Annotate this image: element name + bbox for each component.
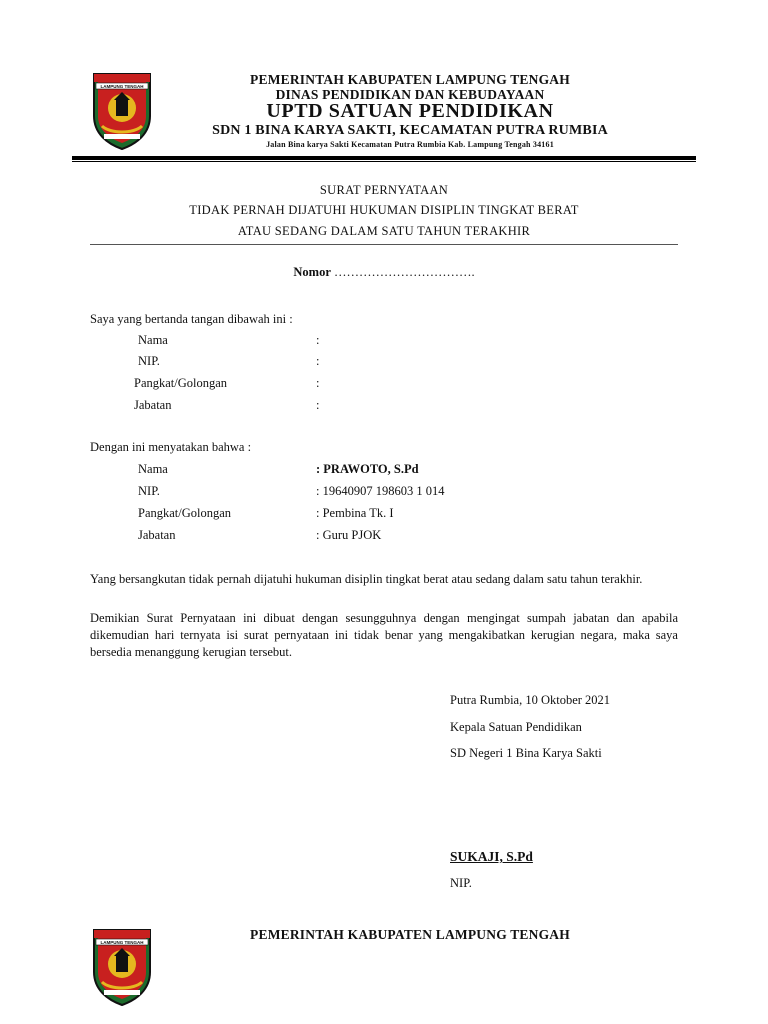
- next-page-header: PEMERINTAH KABUPATEN LAMPUNG TENGAH: [250, 927, 570, 942]
- signer-intro: Saya yang bertanda tangan dibawah ini :: [90, 312, 293, 326]
- signer-nip: NIP.: [450, 876, 472, 890]
- signer-name-value: :: [316, 333, 320, 347]
- place-date: Putra Rumbia, 10 Oktober 2021: [450, 693, 611, 707]
- signer-rank-label: Pangkat/Golongan: [134, 376, 228, 390]
- subject-rank-value: : Pembina Tk. I: [316, 506, 394, 520]
- statement-paragraph: Yang bersangkutan tidak pernah dijatuhi hukuman disiplin tingkat berat atau sedang dalam satu tahun terakhir.: [90, 572, 643, 586]
- signer-nip-label: NIP.: [138, 354, 160, 368]
- subject-rank-label: Pangkat/Golongan: [138, 506, 232, 520]
- header-divider-thick: [72, 156, 696, 160]
- signer-role: Kepala Satuan Pendidikan: [450, 720, 582, 734]
- header-address: Jalan Bina karya Sakti Kecamatan Putra Rumbia Kab. Lampung Tengah 34161: [266, 140, 554, 149]
- header-department: DINAS PENDIDIKAN DAN KEBUDAYAAN: [275, 87, 545, 102]
- header-school: SDN 1 BINA KARYA SAKTI, KECAMATAN PUTRA RUMBIA: [212, 123, 608, 138]
- document-title: SURAT PERNYATAAN: [319, 183, 449, 197]
- subject-name-value: : PRAWOTO, S.Pd: [316, 462, 419, 476]
- svg-text:LAMPUNG TENGAH: LAMPUNG TENGAH: [100, 84, 144, 89]
- signer-rank-value: :: [316, 376, 320, 390]
- subject-name-label: Nama: [138, 462, 168, 476]
- title-divider: [90, 244, 678, 245]
- subject-intro: Dengan ini menyatakan bahwa :: [90, 440, 252, 454]
- document-number-dots: …………………………….: [330, 265, 475, 279]
- header-divider-thin: [72, 161, 696, 162]
- signer-school: SD Negeri 1 Bina Karya Sakti: [450, 746, 602, 760]
- header-unit: UPTD SATUAN PENDIDIKAN: [266, 100, 554, 122]
- document-number: [90, 265, 678, 280]
- signer-nip-value: :: [316, 354, 320, 368]
- document-number-label: Nomor: [293, 265, 331, 279]
- document-subtitle-1: TIDAK PERNAH DIJATUHI HUKUMAN DISIPLIN TINGKAT BERAT: [189, 203, 579, 217]
- closing-paragraph: Demikian Surat Pernyataan ini dibuat dengan sesungguhnya dengan mengingat sumpah jabatan dan apabila dikemudian hari ternyata isi surat pernyataan ini tidak benar yang mengakibatkan kerugian negara, maka saya bersedia menanggung kerugian tersebut.: [90, 611, 678, 659]
- svg-text:LAMPUNG TENGAH: LAMPUNG TENGAH: [100, 940, 144, 945]
- signer-printed-name: SUKAJI, S.Pd: [450, 849, 533, 864]
- subject-nip-value: : 19640907 198603 1 014: [316, 484, 445, 498]
- document-subtitle-2: ATAU SEDANG DALAM SATU TAHUN TERAKHIR: [237, 224, 531, 238]
- signer-position-value: :: [316, 398, 320, 412]
- signer-name-label: Nama: [138, 333, 168, 347]
- subject-position-value: : Guru PJOK: [316, 528, 382, 542]
- subject-nip-label: NIP.: [138, 484, 160, 498]
- header-government: PEMERINTAH KABUPATEN LAMPUNG TENGAH: [250, 72, 570, 87]
- signer-position-label: Jabatan: [134, 398, 172, 412]
- subject-position-label: Jabatan: [138, 528, 176, 542]
